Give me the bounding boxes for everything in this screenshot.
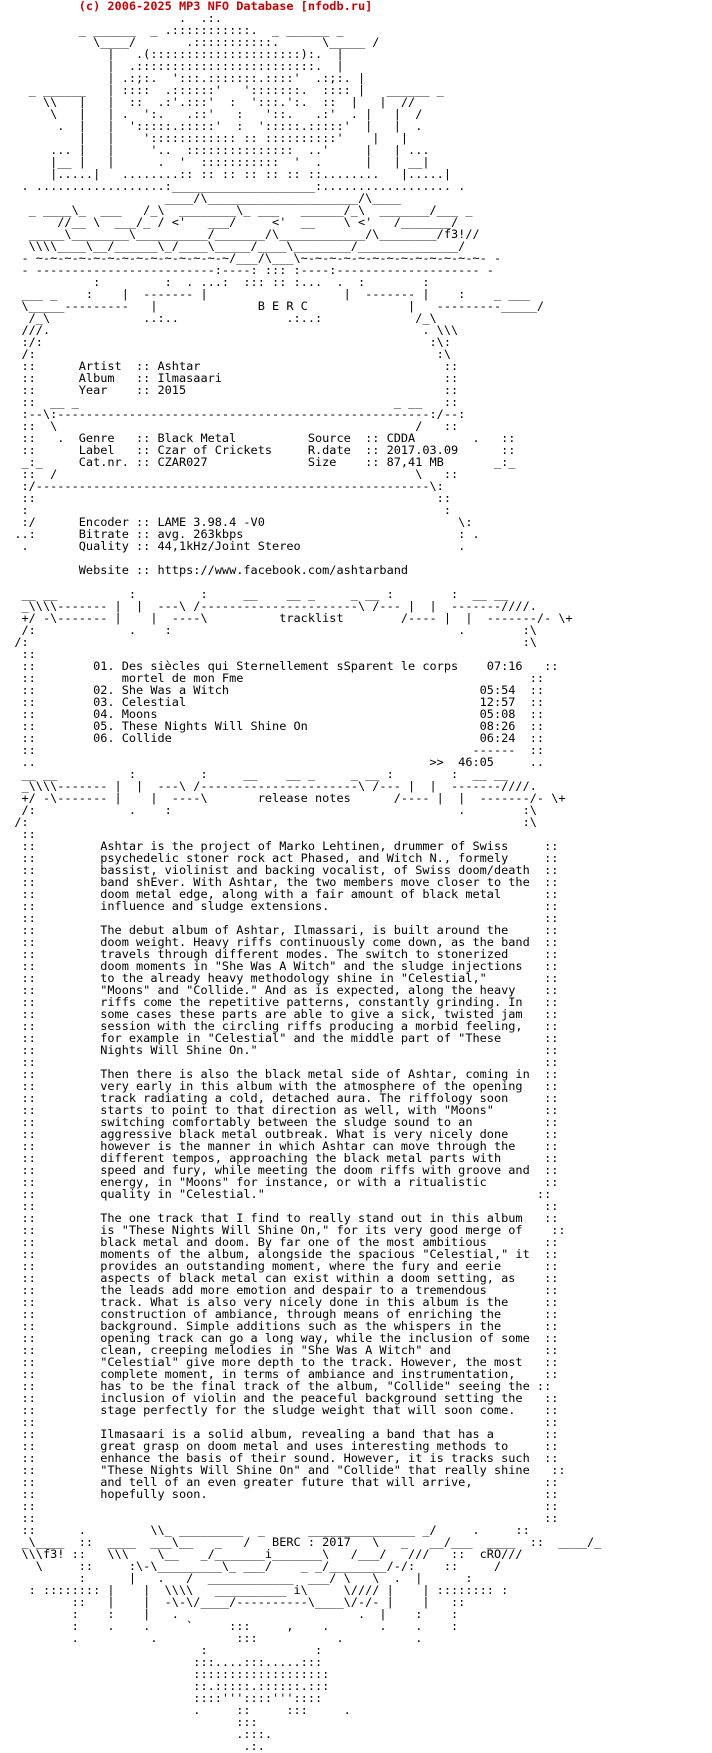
nfo-line: /: . : . :\ xyxy=(0,803,537,817)
nfo-line: :: complete moment, in terms of ambiance and instrumentation, :: xyxy=(0,1367,559,1381)
nfo-line: : : xyxy=(0,503,452,517)
nfo-line: _\____ :: ____ ___\__ _ / BERC : 2017 \ _ __/___ ____ :: ____/_ xyxy=(0,1535,602,1549)
nfo-line: : : | . . | : : xyxy=(0,1607,459,1621)
nfo-line: :: :: xyxy=(0,1055,559,1069)
nfo-line: .. >> 46:05 .. xyxy=(0,755,545,769)
nfo-line: :: moments of the album, alongside the spacious "Celestial," it :: xyxy=(0,1247,559,1261)
nfo-line: :: The one track that I find to really stand out in this album :: xyxy=(0,1211,559,1225)
nfo-line: :: doom moments in "She Was A Witch" and the sludge injections :: xyxy=(0,959,559,973)
nfo-line: :: influence and sludge extensions. :: xyxy=(0,899,559,913)
nfo-line: :: some cases these parts are able to give a sick, twisted jam :: xyxy=(0,1007,559,1021)
nfo-line: : : xyxy=(0,1643,323,1657)
nfo-line: | .:::::::::::::::::::::::::. | xyxy=(0,59,344,73)
nfo-line: :: enhance the basis of their sound. However, it is tracks such :: xyxy=(0,1451,559,1465)
nfo-line: :: quality in "Celestial." :: xyxy=(0,1187,552,1201)
nfo-line: :: / \ :: xyxy=(0,467,459,481)
nfo-line: :: 01. Des siècles qui Sternellement sSparent le corps 07:16 :: xyxy=(0,659,559,673)
nfo-line: :: travels through different modes. The switch to stonerized :: xyxy=(0,947,559,961)
nfo-line: .:::. xyxy=(0,1727,273,1741)
nfo-line: :: | | -\-\/____/----------\____\/-/- | | :: xyxy=(0,1595,466,1609)
nfo-line: : :::::::: | | \\\\ __________ i\ \//// | | :::::::: : xyxy=(0,1583,509,1597)
nfo-line: _ ______ _ .:::::::::::. _ ______ _ xyxy=(0,23,344,37)
nfo-line: | .:;:. ':::.:::::::.::::' .:;:. | xyxy=(0,71,366,85)
nfo-line: :: \ / :: xyxy=(0,419,459,433)
nfo-line: \ | | . ':. .::' : '::. .:' . | | / xyxy=(0,107,423,121)
nfo-line: :/ Encoder :: LAME 3.98.4 -V0 \: xyxy=(0,515,473,529)
nfo-line: :: session with the circling riffs producing a morbid feeling, :: xyxy=(0,1019,559,1033)
nfo-line: :: xyxy=(0,647,36,661)
nfo-line: - ~-~-~-~-~-~-~-~-~-~-~-~-~-~/___/\___\~-~-~-~-~-~-~-~-~-~-~-~-~- - xyxy=(0,251,502,265)
nfo-line: :/: :\: xyxy=(0,335,452,349)
nfo-line: :: "Moons" and "Collide." And as is expected, along the heavy :: xyxy=(0,983,559,997)
nfo-line: :: The debut album of Ashtar, Ilmassari, is built around the :: xyxy=(0,923,559,937)
nfo-line: +/ -\------- | | ----\ release notes /---- | | -------/- \+ xyxy=(0,791,566,805)
nfo-line: . :: ::: . xyxy=(0,1703,351,1717)
nfo-line: :: __ _ _ __ :: xyxy=(0,395,459,409)
nfo-line: :: inclusion of violin and the peaceful background setting the :: xyxy=(0,1391,559,1405)
nfo-line: __ __ : : __ __ _ _ __ : : __ __ xyxy=(0,767,509,781)
nfo-line: :: is "These Nights Will Shine On," for its very good merge of :: xyxy=(0,1223,566,1237)
nfo-line: :: "These Nights Will Shine On" and "Collide" that really shine :: xyxy=(0,1463,566,1477)
nfo-line: _\\\\------- | | ---\ /----------------------\ /--- | | -------////. xyxy=(0,599,537,613)
nfo-line: :::....:::.....::: xyxy=(0,1655,323,1669)
nfo-line: :: bassist, violinist and backing vocalist, of Swiss doom/death :: xyxy=(0,863,559,877)
nfo-line: :: to the already heavy methodology shine in "Celestial," :: xyxy=(0,971,559,985)
nfo-line: :: :: xyxy=(0,1511,559,1525)
nfo-line: :: xyxy=(0,827,36,841)
nfo-line: :: 04. Moons 05:08 :: xyxy=(0,707,545,721)
nfo-line: :: 02. She Was a Witch 05:54 :: xyxy=(0,683,545,697)
nfo-line: |.....| ........:: :: :: :: :: :: ::........ |.....| xyxy=(0,167,452,181)
nfo-line: /: :\ xyxy=(0,347,452,361)
nfo-line: _ ______ | :::: .::::::' ':::::::. :::: | ______ _ xyxy=(0,83,444,97)
nfo-line: :: different tempos, approaching the black metal parts with :: xyxy=(0,1151,559,1165)
nfo-line: \_____--------- | B E R C | ---------_____/ xyxy=(0,299,545,313)
nfo-line: :: band shEver. With Ashtar, the two members move closer to the :: xyxy=(0,875,559,889)
nfo-line: :: 05. These Nights Will Shine On 08:26 :: xyxy=(0,719,545,733)
nfo-line: :: aggressive black metal outbreak. What is very nicely done :: xyxy=(0,1127,559,1141)
nfo-line: \\\\____\__/______\_/____\_____/____\________/______________/ xyxy=(0,239,466,253)
nfo-line: . ..................:____________________:.................. . xyxy=(0,179,466,193)
nfo-line: :: energy, in "Moons" for instance, or with a ritualistic :: xyxy=(0,1175,559,1189)
nfo-line: :: Nights Will Shine On." :: xyxy=(0,1043,559,1057)
nfo-line: :: track radiating a cold, detached aura. The riffology soon :: xyxy=(0,1091,559,1105)
nfo-line: ::: xyxy=(0,1715,258,1729)
nfo-line: \\ | | :: .:'.:::' : ':::.':. :: | | // xyxy=(0,95,416,109)
nfo-line: :: aspects of black metal can exist within a doom setting, as :: xyxy=(0,1271,559,1285)
nfo-line: :/-------------------------------------------------------\: xyxy=(0,479,444,493)
nfo-line: :: mortel de mon Fme :: xyxy=(0,671,545,685)
nfo-line: . Quality :: 44,1kHz/Joint Stereo . xyxy=(0,539,466,553)
nfo-line: :: great grasp on doom metal and uses interesting methods to :: xyxy=(0,1439,559,1453)
nfo-line: :: for example in "Celestial" and the middle part of "These :: xyxy=(0,1031,559,1045)
nfo-line: :: black metal and doom. By far one of the most ambitious :: xyxy=(0,1235,559,1249)
nfo-line: :: stage perfectly for the sludge weight that will soon come. :: xyxy=(0,1403,559,1417)
nfo-line: ____/\_____________________/\____ xyxy=(0,191,401,205)
nfo-line: Website :: https://www.facebook.com/ashtarband xyxy=(0,563,409,577)
nfo-line: :: the leads add more emotion and despair to a tremendous :: xyxy=(0,1283,559,1297)
nfo-line: :: however is the manner in which Ashtar can move through the :: xyxy=(0,1139,559,1153)
nfo-line: :: has to be the final track of the album, "Collide" seeing the :: xyxy=(0,1379,552,1393)
nfo-line: :: :: xyxy=(0,1415,559,1429)
nfo-line: :: psychedelic stoner rock act Phased, and Witch N., formely :: xyxy=(0,851,559,865)
nfo-line: //__ \ ___/_ / <' ___/ <' __ \ <' /_______/ xyxy=(0,215,459,229)
nfo-body xyxy=(0,12,712,1752)
nfo-line: :: track. What is also very nicely done in this album is the :: xyxy=(0,1295,559,1309)
nfo-line: . . ::: . . xyxy=(0,1631,423,1645)
nfo-line: :: "Celestial" give more depth to the track. However, the most :: xyxy=(0,1355,559,1369)
nfo-line: :: Year :: 2015 :: xyxy=(0,383,459,397)
nfo-line: :: :: xyxy=(0,911,559,925)
nfo-line: | .(:::::::::::::::::::::):. | xyxy=(0,47,344,61)
nfo-line: __ __ : : __ __ _ _ __ : : __ __ xyxy=(0,587,509,601)
nfo-line: :: clean, creeping melodies in "She Was A Witch" and :: xyxy=(0,1343,559,1357)
nfo-line: \____/ .:::::::::::. \_____ / xyxy=(0,35,380,49)
nfo-line: :: riffs come the repetitive patterns, constantly grinding. In :: xyxy=(0,995,559,1009)
nfo-line: :: 06. Collide 06:24 :: xyxy=(0,731,545,745)
nfo-line: :: Ashtar is the project of Marko Lehtinen, drummer of Swiss :: xyxy=(0,839,559,853)
nfo-line: :: construction of ambiance, through means of enriching the :: xyxy=(0,1307,559,1321)
nfo-line: ... | | '.. ::::::::::::::: ..' | | ... xyxy=(0,143,430,157)
nfo-line: _\\\\------- | | ---\ /----------------------\ /--- | | -------////. xyxy=(0,779,537,793)
nfo-line: :: background. Simple additions such as the whispers in the :: xyxy=(0,1319,559,1333)
nfo-line: :: and tell of an even greater future that will arrive, :: xyxy=(0,1475,559,1489)
nfodb-copyright-header: (c) 2006-2025 MP3 NFO Database [nfodb.ru] xyxy=(0,0,373,13)
nfo-line: /: :\ xyxy=(0,815,537,829)
nfo-line: ///. . \\\ xyxy=(0,323,459,337)
nfo-line: :: doom weight. Heavy riffs continuously come down, as the band :: xyxy=(0,935,559,949)
nfo-line: . .:. xyxy=(0,11,222,25)
nfo-line: _ ____\_ ___ /_\ ________\_ ___ ______/_\ _______/___ _ xyxy=(0,203,473,217)
nfo-line: .:. xyxy=(0,1739,265,1753)
nfo-line: :: hopefully soon. :: xyxy=(0,1487,559,1501)
nfo-line: ___ _ : | ------- | | ------- | : _ ___ xyxy=(0,287,530,301)
nfo-line: :: provides an outstanding moment, where the fury and eerie :: xyxy=(0,1259,559,1273)
nfo-line: _____\________\__________/_______/\____________/\________/f3!// xyxy=(0,227,480,241)
nfo-line: :: Label :: Czar of Crickets R.date :: 2017.03.09 :: xyxy=(0,443,516,457)
nfo-line: :: :: xyxy=(0,1499,559,1513)
nfo-line: :: :: xyxy=(0,491,452,505)
nfo-line: | | ':::::::::::: :: ::::::::::' | | xyxy=(0,131,409,145)
nfo-line: /: :\ xyxy=(0,635,537,649)
nfo-line: _:_ Cat.nr. :: CZAR027 Size :: 87,41 MB _:_ xyxy=(0,455,516,469)
nfo-line: :: Then there is also the black metal side of Ashtar, coming in :: xyxy=(0,1067,559,1081)
nfo-line: /_\ ..:.. .:..: /_\ xyxy=(0,311,437,325)
nfo-line: :: . \\_ _________ _ _______________ _/ . :: xyxy=(0,1523,530,1537)
nfo-line: :: doom metal edge, along with a fair amount of black metal :: xyxy=(0,887,559,901)
nfo-line: :: Artist :: Ashtar :: xyxy=(0,359,459,373)
nfo-line: :: :: xyxy=(0,1199,559,1213)
nfo-line: ::::'''::::''':::: xyxy=(0,1691,323,1705)
nfo-line: : : . ...: ::: :: :... . : : xyxy=(0,275,430,289)
nfo-line: :: Album :: Ilmasaari :: xyxy=(0,371,459,385)
nfo-line: :: Ilmasaari is a solid album, revealing a band that has a :: xyxy=(0,1427,559,1441)
nfo-line: :: very early in this album with the atmosphere of the opening :: xyxy=(0,1079,559,1093)
nfo-line: :--\:----------------------------------------------------:/--: xyxy=(0,407,466,421)
nfo-line: : . . ` ::: , . . . : xyxy=(0,1619,459,1633)
nfo-line: : | . / ____________ ___/ \ \ . | : xyxy=(0,1571,473,1585)
nfo-line: /: . : . :\ xyxy=(0,623,537,637)
nfo-line: :: ------ :: xyxy=(0,743,545,757)
nfo-line: :: starts to point to that direction as well, with "Moons" :: xyxy=(0,1103,559,1117)
nfo-line: \ :: :\-\_________\_ ___/ _ _/________/-/: :: / xyxy=(0,1559,502,1573)
nfo-line: :: . Genre :: Black Metal Source :: CDDA . :: xyxy=(0,431,516,445)
nfo-line: :: switching comfortably between the sludge sound to an :: xyxy=(0,1115,559,1129)
nfo-line: . | | ':::::.:::::' : ':::::.:::::' | | . xyxy=(0,119,423,133)
nfo-line: ::::::::::::::::::: xyxy=(0,1667,330,1681)
nfo-line: +/ -\------- | | ----\ tracklist /---- | | -------/- \+ xyxy=(0,611,573,625)
nfo-line: ..: Bitrate :: avg. 263kbps : . xyxy=(0,527,480,541)
nfo-line: :: 03. Celestial 12:57 :: xyxy=(0,695,545,709)
nfo-line: ::.:::::.::::::.::: xyxy=(0,1679,330,1693)
nfo-line: - -------------------------:----: ::: :----:-------------------- - xyxy=(0,263,494,277)
nfo-line: :: opening track can go a long way, while the inclusion of some :: xyxy=(0,1331,559,1345)
nfo-line: |__ | | . ' ::::::::::: ' . | | __| xyxy=(0,155,430,169)
nfo-line: :: speed and fury, while meeting the doom riffs with groove and :: xyxy=(0,1163,559,1177)
nfo-line: \\\f3! :: \\\ \__ _/_______i_______\ /___/ /// :: cRO/// xyxy=(0,1547,523,1561)
